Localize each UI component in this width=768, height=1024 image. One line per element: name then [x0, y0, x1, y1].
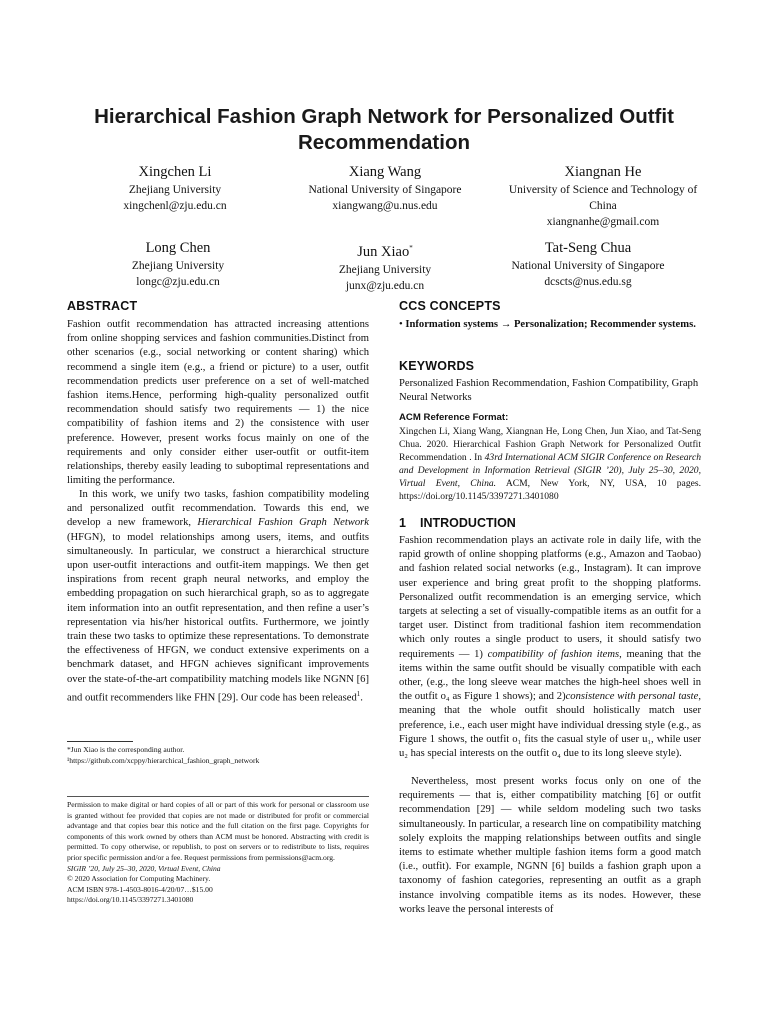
keywords-text: Personalized Fashion Recommendation, Fashion Compatibility, Graph Neural Networks [399, 378, 699, 404]
keywords-heading: KEYWORDS [399, 359, 475, 373]
copyright-line: © 2020 Association for Computing Machinery. [67, 874, 211, 884]
author-block [60, 163, 290, 214]
author-block [488, 163, 718, 230]
author-affiliation: Zhejiang University [128, 184, 222, 196]
section-heading [399, 516, 516, 530]
acm-reference-text: Xingchen Li, Xiang Wang, Xiangnan He, Long Chen, Jun Xiao, and Tat-Seng Chua. 2020. Hierarchical Fashion Graph Network for Personalized Outfit Recommendation . In 43rd International ACM SIGIR Conference on Research and Development in Information Retrieval (SIGIR ’20), July 25–30, 2020, Virtual Event, China. ACM, New York, NY, USA, 10 pages. https://doi.org/10.1145/3397271.3401080 [399, 426, 702, 502]
author-email: xingchenl@zju.edu.cn [123, 200, 227, 212]
author-name: Jun Xiao* [357, 243, 413, 260]
footnote-rule [67, 741, 133, 742]
corresponding-mark: * [409, 244, 413, 252]
permission-block [67, 800, 369, 906]
paper-title: Hierarchical Fashion Graph Network for Personalized Outfit Recommendation [94, 105, 674, 154]
ccs-concepts: • Information systems → Personalization; Recommender systems. [399, 319, 696, 330]
author-name: Tat-Seng Chua [544, 240, 632, 256]
section-number: 1 [399, 516, 406, 530]
abstract-heading: ABSTRACT [67, 299, 138, 313]
author-block [63, 239, 293, 290]
ccs-heading: CCS CONCEPTS [399, 299, 501, 313]
abstract-paragraph-1: Fashion outfit recommendation has attracted increasing attentions from online shopping services and fashion communities.Distinct from other scenarios (e.g., social networking or content sharing) which recommend a single item (e.g., a friend or picture) to a user, outfit recommendation predicts user preference on a set of well-matched fashion items.Hence, performing high-quality personalized outfit recommendation should satisfy two requirements — 1) the nice compatibility of fashion items and 2) the consistence with user preference. However, present works focus mainly on one of the requirements and only consider either user-outfit or outfit-item relationships, thereby easily leading to suboptimal representations and limiting the performance. [67, 319, 369, 487]
author-name: Xingchen Li [138, 164, 212, 180]
author-block [270, 163, 500, 214]
acm-reference-heading: ACM Reference Format: [399, 412, 509, 423]
author-email: junx@zju.edu.cn [345, 279, 425, 292]
author-affiliation: University of Science and Technology of China [508, 184, 698, 212]
abstract-paragraph-2: In this work, we unify two tasks, fashion compatibility modeling and personalized outfit recommendation. Towards this end, we develop a new framework, Hierarchical Fashion Graph Network (HFGN), to model relationships among users, items, and outfits simultaneously. In particular, we construct a hierarchical structure upon user-outfit interactions and outfit-item mappings. We then get inspirations from recent graph neural networks, and employ the embedding propagation on such hierarchical graph, so as to aggregate item information into an outfit representation, and then refine a user’s representation via his/her historical outfits. Furthermore, we jointly train these two tasks to optimize these representations. To demonstrate the effectiveness of HFGN, we conduct extensive experiments on a benchmark dataset, and HFGN achieves significant improvements over the state-of-the-art compatibility matching models like NGNN [6] and outfit recommenders like FHN [29]. Our code has been released$^1$. [67, 489, 369, 704]
intro-paragraph-2: Nevertheless, most present works focus only on one of the requirements — that is, either compatibility matching [6] or outfit recommendation [29] — while seldom modeling such two tasks simultaneously. In particular, a research line on compatibility matching solely exploits the mapping relationships between outfits and single items to estimate whether multiple fashion items form a good match (i.e., outfit). For example, NGNN [6] builds a fashion graph upon a taxonomy of fashion categories, representing an outfit as a graph instance involving compatible items as its nodes. However, these works leave the personal interests of [399, 776, 701, 915]
conference-line: SIGIR ’20, July 25–30, 2020, Virtual Event, China [67, 863, 221, 873]
intro-paragraph-1: Fashion recommendation plays an activate role in daily life, with the rapid growth of online shopping platforms (e.g., Amazon and Taobao) and fashion related social networks (e.g., Instagram). It can improve user experience and bring great profit to the shopping platforms. Personalized outfit recommendation is an emerging service, which targets at selecting a set of visually-compatible items as an outfit for a target user. Distinct from traditional fashion item recommendation which only routes a single product to users, it should satisfy two requirements — 1) compatibility of fashion items, meaning that the items within the same outfit should be visually compatible with each other, (e.g., the long sleeve wear matches the high-heel shoes well in the outfit o₄ as Figure 1 shows); and 2)consistence with personal taste, meaning that the whole outfit should holistically match user preference, i.e., each user might have individual dressing style (e.g., as Figure 1 shows, the outfit o₁ fits the casual style of user u₁, while user u₂ has special interests on the outfit o₄ due to its long sleeve style). [399, 535, 701, 760]
author-name: Xiang Wang [348, 164, 422, 180]
author-block [270, 239, 500, 294]
author-name: Xiangnan He [564, 164, 642, 180]
permission-rule [67, 796, 369, 797]
author-email: dcscts@nus.edu.sg [544, 276, 632, 288]
isbn-line: ACM ISBN 978-1-4503-8016-4/20/07…$15.00 [67, 884, 213, 894]
author-email: longc@zju.edu.cn [136, 276, 220, 288]
author-email: xiangwang@u.nus.edu [332, 200, 438, 212]
author-name: Long Chen [145, 240, 211, 256]
author-affiliation: Zhejiang University [338, 263, 432, 276]
footnote-corresponding: *Jun Xiao is the corresponding author. [67, 745, 185, 754]
author-block [473, 239, 703, 290]
permission-text: Permission to make digital or hard copies of all or part of this work for personal or classroom use is granted without fee provided that copies are not made or distributed for profit or commercial advantage and that copies bear this notice and the full citation on the first page. Copyrights for components of this work owned by others than ACM must be honored. Abstracting with credit is permitted. To copy otherwise, or republish, to post on servers or to redistribute to lists, requires prior specific permission and/or a fee. Request permissions from permissions@acm.org. [67, 800, 369, 862]
section-title: INTRODUCTION [420, 516, 516, 530]
author-affiliation: National University of Singapore [511, 260, 665, 272]
footnote-code-link: ¹https://github.com/xcppy/hierarchical_fashion_graph_network [67, 756, 260, 765]
author-affiliation: National University of Singapore [308, 184, 462, 196]
doi-line: https://doi.org/10.1145/3397271.3401080 [67, 895, 194, 905]
author-affiliation: Zhejiang University [131, 260, 225, 272]
author-email: xiangnanhe@gmail.com [546, 216, 660, 228]
